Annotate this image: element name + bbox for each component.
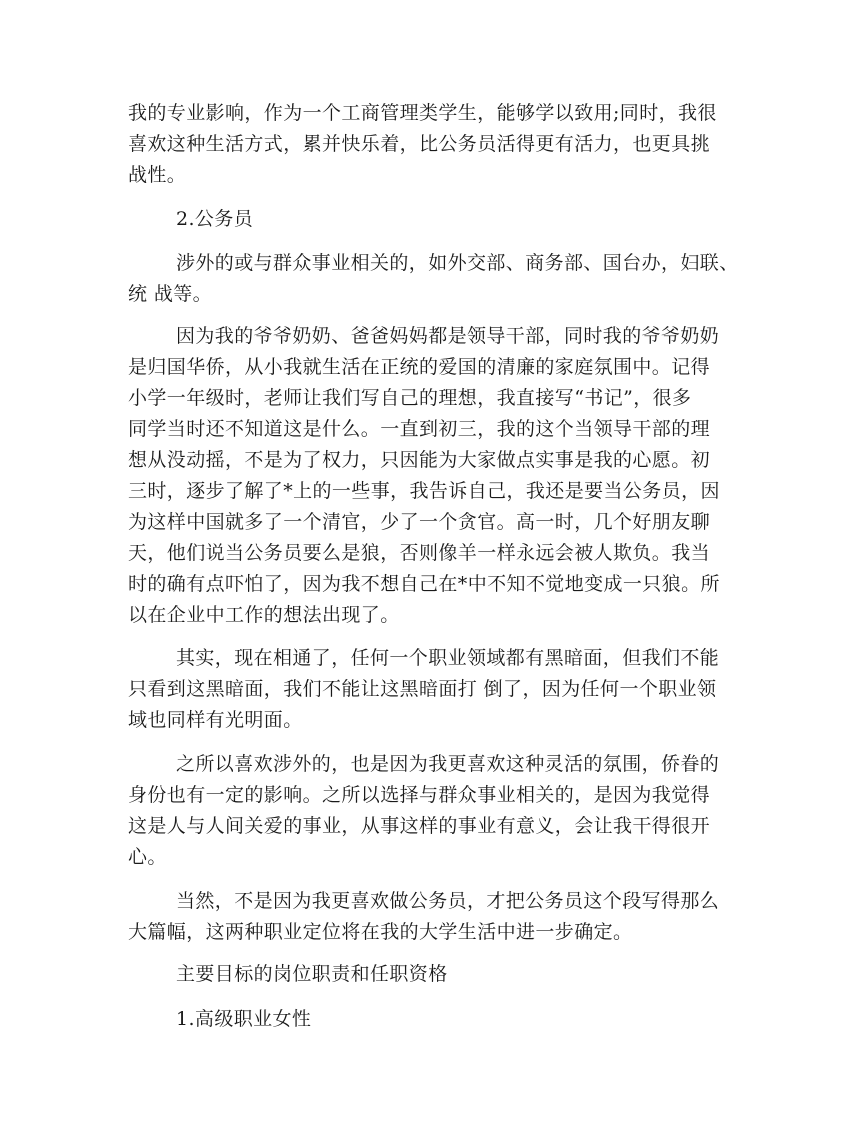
paragraph-line: 这是人与人间关爱的事业，从事这样的事业有意义，会让我干得很开: [128, 815, 711, 837]
paragraph-line: 其实，现在相通了，任何一个职业领域都有黑暗面，但我们不能: [176, 647, 720, 669]
section-heading: 主要目标的岗位职责和任职资格: [176, 963, 448, 985]
paragraph-line: 以在企业中工作的想法出现了。: [128, 604, 400, 626]
paragraph-line: 时的确有点吓怕了，因为我不想自己在*中不知不觉地变成一只狼。所: [128, 573, 720, 595]
paragraph-line: 因为我的爷爷奶奶、爸爸妈妈都是领导干部，同时我的爷爷奶奶: [176, 325, 720, 347]
section-heading: 1.高级职业女性: [176, 1008, 312, 1030]
paragraph-line: 是归国华侨，从小我就生活在正统的爱国的清廉的家庭氛围中。记得: [128, 356, 711, 378]
paragraph-line: 当然，不是因为我更喜欢做公务员，才把公务员这个段写得那么: [176, 890, 720, 912]
paragraph-line: 天，他们说当公务员要么是狼，否则像羊一样永远会被人欺负。我当: [128, 542, 711, 564]
paragraph-line: 只看到这黑暗面，我们不能让这黑暗面打 倒了，因为任何一个职业领: [128, 678, 717, 700]
paragraph-line: 三时，逐步了解了*上的一些事，我告诉自己，我还是要当公务员，因: [128, 480, 720, 502]
paragraph-line: 身份也有一定的影响。之所以选择与群众事业相关的，是因为我觉得: [128, 784, 711, 806]
paragraph-line: 战性。: [128, 164, 187, 186]
paragraph-line: 为这样中国就多了一个清官，少了一个贪官。高一时，几个好朋友聊: [128, 511, 711, 533]
paragraph-line: 域也同样有光明面。: [128, 709, 303, 731]
paragraph-line: 统 战等。: [128, 283, 213, 305]
paragraph-line: 喜欢这种生活方式，累并快乐着，比公务员活得更有活力，也更具挑: [128, 133, 711, 155]
paragraph-line: 我的专业影响，作为一个工商管理类学生，能够学以致用;同时，我很: [128, 102, 717, 124]
paragraph-line: 大篇幅，这两种职业定位将在我的大学生活中进一步确定。: [128, 921, 633, 943]
paragraph-line: 心。: [128, 846, 167, 868]
paragraph-line: 想从没动摇，不是为了权力，只因能为大家做点实事是我的心愿。初: [128, 449, 711, 471]
paragraph-line: 之所以喜欢涉外的，也是因为我更喜欢这种灵活的氛围，侨眷的: [176, 753, 720, 775]
paragraph-line: 涉外的或与群众事业相关的，如外交部、商务部、国台办，妇联、: [176, 252, 739, 274]
paragraph-line: 同学当时还不知道这是什么。一直到初三，我的这个当领导干部的理: [128, 418, 711, 440]
paragraph-line: 小学一年级时，老师让我们写自己的理想，我直接写“书记”，很多: [128, 387, 692, 409]
section-heading: 2.公务员: [176, 208, 254, 230]
